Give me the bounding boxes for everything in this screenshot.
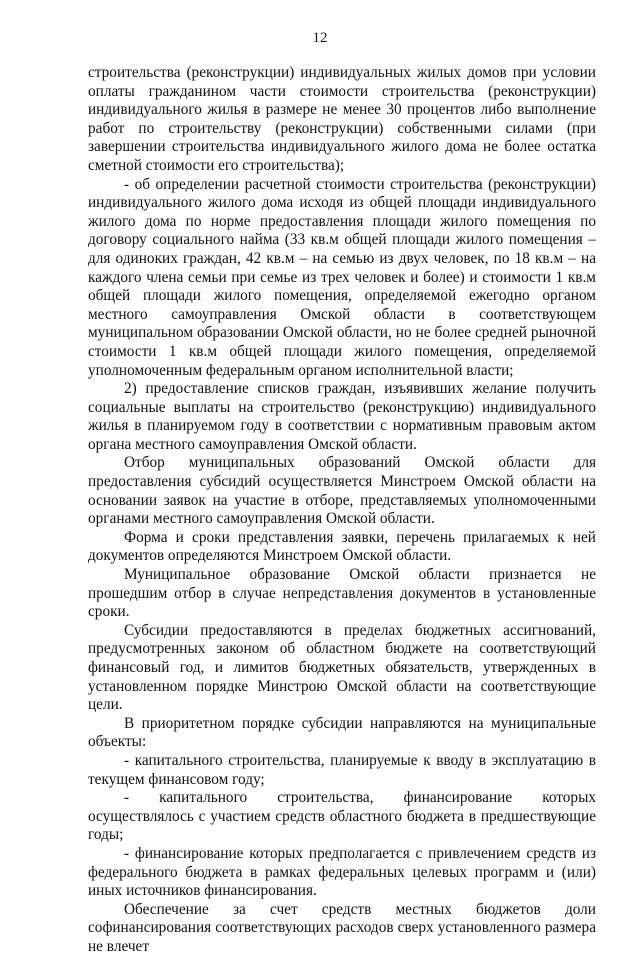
page-number: 12 xyxy=(312,30,328,46)
paragraph-subsidies-limits: Субсидии предоставляются в пределах бюджетных ассигнований, предусмотренных законом об областном бюджете на соответствующий финансовый год, и лимитов бюджетных обязательств, утвержденных в установленном порядке Минстрою Омской области на соответствующие цели. xyxy=(88,621,596,714)
paragraph-application-form: Форма и сроки представления заявки, перечень прилагаемых к ней документов определяются Минстроем Омской области. xyxy=(88,528,596,565)
list-item-priority-1: - капитального строительства, планируемые к вводу в эксплуатацию в текущем финансовом году; xyxy=(88,751,596,788)
paragraph-selection: Отбор муниципальных образований Омской области для предоставления субсидий осуществляется Минстроем Омской области на основании заявок на участие в отборе, представляемых уполномоченными органами местного самоуправления Омской области. xyxy=(88,454,596,528)
paragraph-citizen-lists: 2) предоставление списков граждан, изъявивших желание получить социальные выплаты на строительство (реконструкцию) индивидуального жилья в планируемом году в соответствии с нормативным правовым актом органа местного самоуправления Омской области. xyxy=(88,380,596,453)
paragraph-priority-intro: В приоритетном порядке субсидии направляются на муниципальные объекты: xyxy=(88,714,596,751)
paragraph-cofinancing: Обеспечение за счет средств местных бюджетов доли софинансирования соответствующих расходов сверх установленного размера не влечет xyxy=(88,900,596,955)
paragraph-calculated-cost: - об определении расчетной стоимости строительства (реконструкции) индивидуального жилого дома исходя из общей площади индивидуального жилого дома по норме предоставления площади жилого помещения по договору социального найма (33 кв.м общей площади жилого помещения – для одиноких граждан, 42 кв.м – на семью из двух человек, по 18 кв.м – на каждого члена семьи при семье из трех человек и более) и стоимости 1 кв.м общей площади жилого помещения, определяемой ежегодно органом местного самоуправления Омской области в соответствующем муниципальном образовании Омской области, но не более средней рыночной стоимости 1 кв.м общей площади жилого помещения, определяемой уполномоченным федеральным органом исполнительной власти; xyxy=(88,175,596,379)
paragraph-continuation: строительства (реконструкции) индивидуальных жилых домов при условии оплаты гражданином части стоимости строительства (реконструкции) индивидуального жилья в размере не менее 30 процентов либо выполнение работ по строительству (реконструкции) собственными силами (при завершении строительства индивидуального жилого дома не более остатка сметной стоимости его строительства); xyxy=(88,64,596,174)
paragraph-not-passed: Муниципальное образование Омской области признается не прошедшим отбор в случае непредставления документов в установленные сроки. xyxy=(88,566,596,621)
document-body xyxy=(88,64,596,957)
list-item-priority-3: - финансирование которых предполагается с привлечением средств из федерального бюджета в рамках федеральных целевых программ и (или) иных источников финансирования. xyxy=(88,844,596,900)
list-item-priority-2: - капитального строительства, финансирование которых осуществлялось с участием средств областного бюджета в предшествующие годы; xyxy=(88,789,596,844)
